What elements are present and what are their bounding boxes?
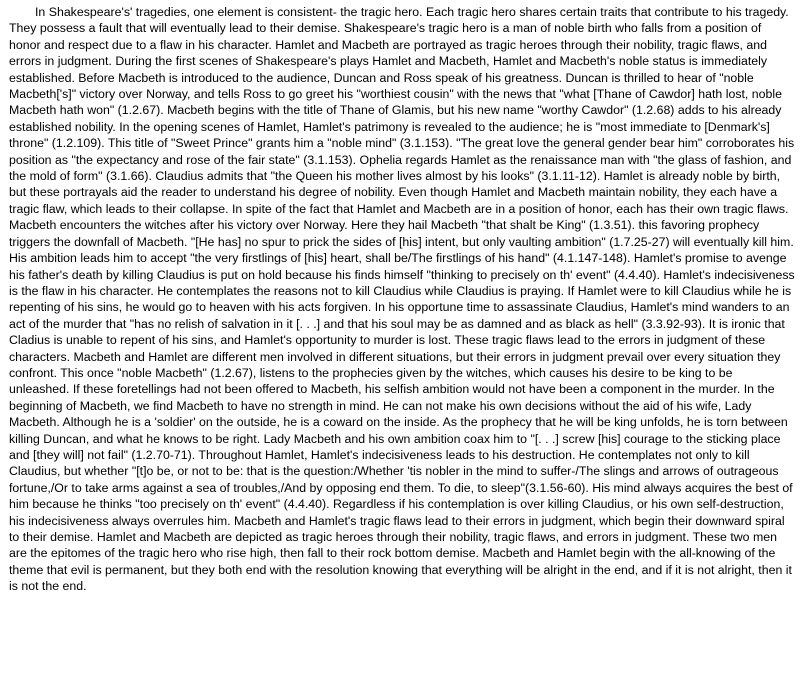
essay-paragraph: In Shakespeare's' tragedies, one element is consistent- the tragic hero. Each tragic hero shares certain traits that contribute to his tragedy. They possess a fault that will eventually lead to their demise. Shakespeare's tragic hero is a man of noble birth who falls from a position of honor and respect due to a flaw in his character. Hamlet and Macbeth are portrayed as tragic heroes through their nobility, tragic flaws, and errors in judgment. During the first scenes of Shakespeare's plays Hamlet and Macbeth, Hamlet and Macbeth's noble status is immediately established. Before Macbeth is introduced to the audience, Duncan and Ross speak of his greatness. Duncan is thrilled to hear of "noble Macbeth['s]" victory over Norway, and tells Ross to go greet his "worthiest cousin" with the news that "what [Thane of Cawdor] hath lost, noble Macbeth hath won" (1.2.67). Macbeth begins with the title of Thane of Glamis, but his new name "worthy Cawdor" (1.2.68) adds to his already established nobility. In the opening scenes of Hamlet, Hamlet's patrimony is revealed to the audience; he is "most immediate to [Denmark's] throne" (1.2.109). This title of "Sweet Prince" grants him a "noble mind" (3.1.153). "The great love the general gender bear him" corroborates his position as "the expectancy and rose of the fair state" (3.1.153). Ophelia regards Hamlet as the renaissance man with "the glass of fashion, and the mold of form" (3.1.66). Claudius admits that "the Queen his mother lives almost by his looks" (3.1.11-12). Hamlet is already noble by birth, but these portrayals aid the reader to understand his degree of nobility. Even though Hamlet and Macbeth maintain nobility, they each have a tragic flaw, which leads to their collapse. In spite of the fact that Hamlet and Macbeth are in a position of honor, each has their own tragic flaws. Macbeth encounters the witches after his victory over Norway. Here they hail Macbeth "that shalt be King" (1.3.51). this favoring prophecy triggers the downfall of Macbeth. "[He has] no spur to prick the sides of [his] intent, but only vaulting ambition" (1.7.25-27) will eventually kill him. His ambition leads him to accept "the very firstlings of [his] heart, shall be/The firstlings of his hand" (4.1.147-148). Hamlet's promise to avenge his father's death by killing Claudius is put on hold because his finds himself "thinking to precisely on th' event" (4.4.40). Hamlet's indecisiveness is the flaw in his character. He contemplates the reasons not to kill Claudius while Claudius is praying. If Hamlet were to kill Claudius while he is repenting of his sins, he would go to heaven with his acts forgiven. In his opportune time to assassinate Claudius, Hamlet's mind wanders to an act of the murder that "has no relish of salvation in it [. . .] and that his soul may be as damned and as black as hell" (3.3.92-93). It is ironic that Cladius is unable to repent of his sins, and Hamlet's opportunity to murder is lost. These tragic flaws lead to the errors in judgment of these characters. Macbeth and Hamlet are different men involved in different situations, but their errors in judgment prevail over every situation they confront. This once "noble Macbeth" (1.2.67), listens to the prophecies given by the witches, which causes his desire to be king to be unleashed. If these foretellings had not been offered to Macbeth, his selfish ambition would not have been a component in the murder. In the beginning of Macbeth, we find Macbeth to have no strength in mind. He can not make his own decisions without the aid of his wife, Lady Macbeth. Although he is a 'soldier' on the outside, he is a coward on the inside. As the prophecy that he will be king unfolds, he is torn between killing Duncan, and what he knows to be right. Lady Macbeth and his own ambition coax him to "[. . .] screw [his] courage to the sticking place and [they will] not fail" (1.2.70-71). Throughout Hamlet, Hamlet's indecisiveness leads to his destruction. He contemplates not only to kill Claudius, but whether "[t]o be, or not to be: that is the question:/Whether 'tis nobler in the mind to suffer-/The slings and arrows of outrageous fortune,/Or to take arms against a sea of troubles,/And by opposing end them. To die, to sleep"(3.1.56-60). His mind always acquires the best of him because he thinks "too precisely on th' event" (4.4.40). Regardless if his contemplation is over killing Claudius, or his own self-destruction, his indecisiveness always overrules him. Macbeth and Hamlet's tragic flaws lead to their errors in judgment, which begin their downward spiral to their demise. Hamlet and Macbeth are depicted as tragic heroes through their nobility, tragic flaws, and errors in judgment. These two men are the epitomes of the tragic hero who rise high, then fall to their rock bottom demise. Macbeth and Hamlet begin with the all-knowing of the theme that evil is permanent, but they both end with the resolution knowing that everything will be alright in the end, and if it is not alright, then it is not the end. — [9, 5, 795, 594]
